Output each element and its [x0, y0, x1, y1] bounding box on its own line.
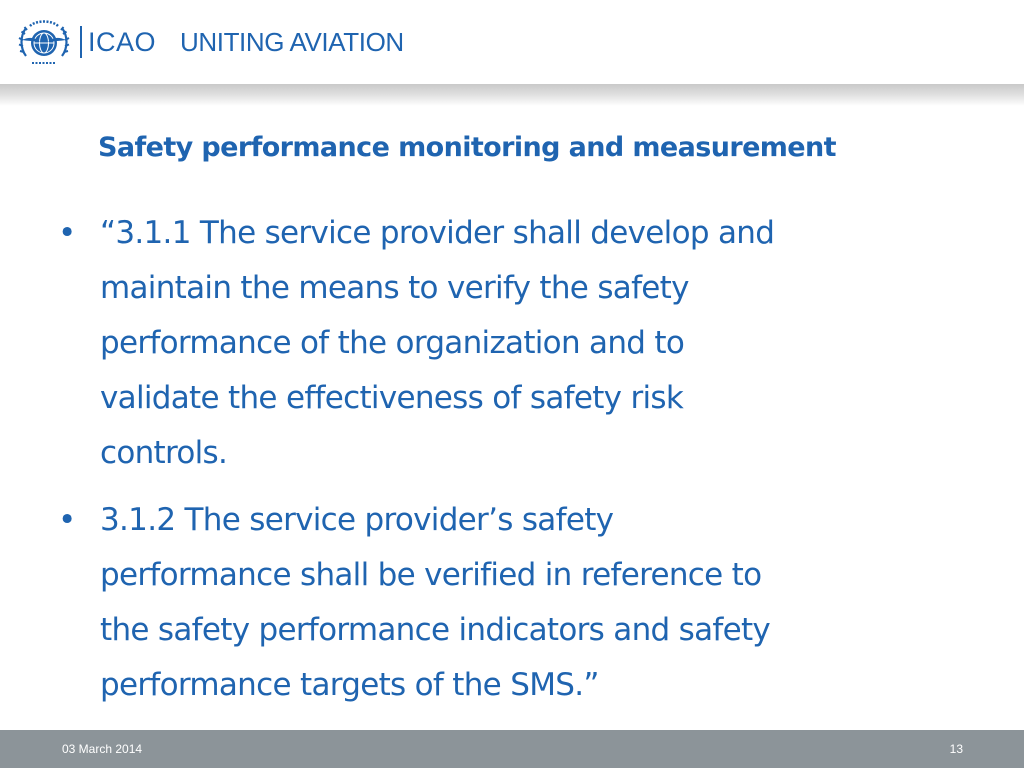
bullet-line: performance shall be verified in reference to: [100, 557, 762, 593]
bullet-line: controls.: [100, 435, 228, 471]
bullet-line: 3.1.2 The service provider’s safety: [100, 502, 614, 538]
bullet-line: validate the effectiveness of safety risk: [100, 380, 684, 416]
bullet-item: [58, 206, 958, 481]
bullet-line: performance targets of the SMS.”: [100, 667, 599, 703]
bullet-list: [58, 206, 958, 713]
bullet-line: performance of the organization and to: [100, 325, 685, 361]
bullet-dot-icon: •: [58, 502, 76, 538]
icao-emblem-icon: [16, 16, 72, 70]
bullet-item: [58, 493, 958, 713]
header-divider: [80, 26, 82, 58]
header-shadow: [0, 84, 1024, 106]
header: [0, 0, 1024, 84]
bullet-line: “3.1.1 The service provider shall develop and: [100, 215, 775, 251]
footer: [0, 730, 1024, 768]
bullet-dot-icon: •: [58, 215, 76, 251]
page-number: 13: [949, 742, 963, 756]
bullet-line: the safety performance indicators and safety: [100, 612, 771, 648]
slide-title: Safety performance monitoring and measurement: [98, 132, 836, 163]
bullet-line: maintain the means to verify the safety: [100, 270, 689, 306]
organization-name: ICAO: [88, 27, 157, 57]
footer-date: 03 March 2014: [62, 742, 143, 756]
organization-tagline: UNITING AVIATION: [180, 27, 404, 57]
